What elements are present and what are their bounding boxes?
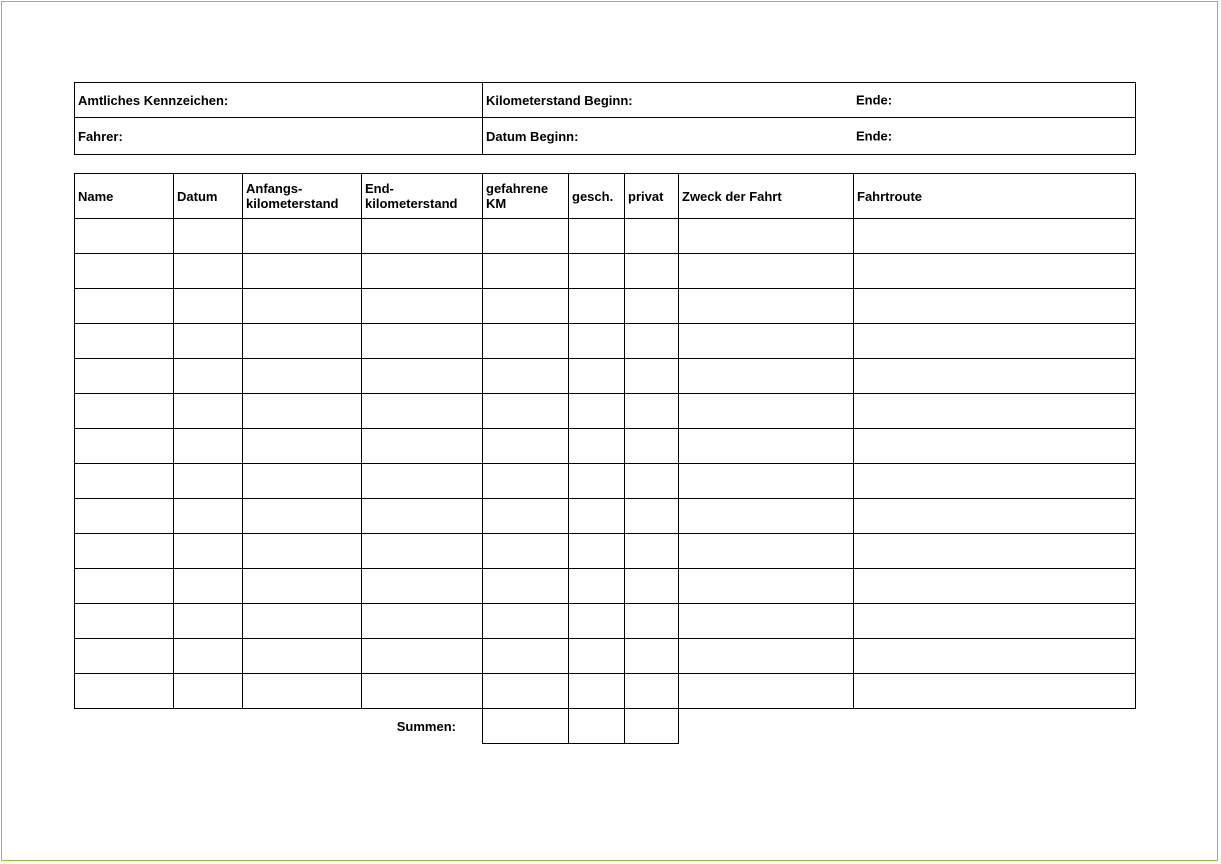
cell-anfangs-km[interactable] bbox=[243, 569, 362, 604]
cell-gefahrene-km[interactable] bbox=[483, 499, 569, 534]
cell-zweck[interactable] bbox=[679, 534, 854, 569]
cell-zweck[interactable] bbox=[679, 324, 854, 359]
cell-gefahrene-km[interactable] bbox=[483, 394, 569, 429]
km-beginn-label: Kilometerstand Beginn: bbox=[486, 92, 633, 108]
cell-gefahrene-km[interactable] bbox=[483, 534, 569, 569]
cell-fahrtroute[interactable] bbox=[854, 534, 1136, 569]
cell-gefahrene-km[interactable] bbox=[483, 604, 569, 639]
cell-name[interactable] bbox=[75, 534, 174, 569]
cell-zweck[interactable] bbox=[679, 289, 854, 324]
cell-name[interactable] bbox=[75, 429, 174, 464]
km-beginn-field[interactable] bbox=[483, 83, 1136, 118]
cell-gesch[interactable] bbox=[569, 324, 625, 359]
cell-datum[interactable] bbox=[174, 499, 243, 534]
table-row bbox=[75, 219, 1136, 254]
cell-privat[interactable] bbox=[625, 464, 679, 499]
cell-name[interactable] bbox=[75, 674, 174, 709]
cell-name[interactable] bbox=[75, 639, 174, 674]
cell-datum[interactable] bbox=[174, 429, 243, 464]
cell-end-km[interactable] bbox=[362, 534, 483, 569]
table-row bbox=[75, 394, 1136, 429]
datum-beginn-label: Datum Beginn: bbox=[486, 128, 579, 144]
cell-name[interactable] bbox=[75, 604, 174, 639]
cell-zweck[interactable] bbox=[679, 254, 854, 289]
cell-name[interactable] bbox=[75, 464, 174, 499]
cell-fahrtroute[interactable] bbox=[854, 324, 1136, 359]
cell-fahrtroute[interactable] bbox=[854, 499, 1136, 534]
cell-gesch[interactable] bbox=[569, 289, 625, 324]
sum-gesch[interactable] bbox=[569, 709, 625, 744]
column-header-gefahrene-km: gefahrene KM bbox=[483, 174, 569, 219]
cell-gesch[interactable] bbox=[569, 254, 625, 289]
cell-gesch[interactable] bbox=[569, 674, 625, 709]
cell-fahrtroute[interactable] bbox=[854, 359, 1136, 394]
table-row bbox=[75, 499, 1136, 534]
cell-gefahrene-km[interactable] bbox=[483, 464, 569, 499]
cell-name[interactable] bbox=[75, 219, 174, 254]
cell-anfangs-km[interactable] bbox=[243, 604, 362, 639]
cell-gesch[interactable] bbox=[569, 499, 625, 534]
cell-zweck[interactable] bbox=[679, 639, 854, 674]
cell-anfangs-km[interactable] bbox=[243, 534, 362, 569]
table-row bbox=[75, 289, 1136, 324]
column-header-privat: privat bbox=[625, 174, 679, 219]
cell-gesch[interactable] bbox=[569, 604, 625, 639]
cell-end-km[interactable] bbox=[362, 499, 483, 534]
cell-anfangs-km[interactable] bbox=[243, 289, 362, 324]
cell-anfangs-km[interactable] bbox=[243, 219, 362, 254]
cell-end-km[interactable] bbox=[362, 464, 483, 499]
cell-datum[interactable] bbox=[174, 569, 243, 604]
cell-fahrtroute[interactable] bbox=[854, 289, 1136, 324]
cell-anfangs-km[interactable] bbox=[243, 499, 362, 534]
table-row bbox=[75, 359, 1136, 394]
cell-privat[interactable] bbox=[625, 604, 679, 639]
cell-end-km[interactable] bbox=[362, 429, 483, 464]
cell-name[interactable] bbox=[75, 569, 174, 604]
cell-fahrtroute[interactable] bbox=[854, 639, 1136, 674]
table-row bbox=[75, 639, 1136, 674]
cell-gesch[interactable] bbox=[569, 429, 625, 464]
fahrer-label: Fahrer: bbox=[78, 128, 123, 144]
cell-gesch[interactable] bbox=[569, 394, 625, 429]
cell-datum[interactable] bbox=[174, 674, 243, 709]
cell-end-km[interactable] bbox=[362, 219, 483, 254]
table-row bbox=[75, 604, 1136, 639]
trip-log-table bbox=[74, 173, 1136, 744]
column-header-anfangs-km: Anfangs- kilometerstand bbox=[243, 174, 362, 219]
cell-end-km[interactable] bbox=[362, 569, 483, 604]
cell-privat[interactable] bbox=[625, 359, 679, 394]
cell-datum[interactable] bbox=[174, 534, 243, 569]
column-header-row bbox=[75, 174, 1136, 219]
table-row bbox=[75, 569, 1136, 604]
cell-anfangs-km[interactable] bbox=[243, 359, 362, 394]
cell-gefahrene-km[interactable] bbox=[483, 639, 569, 674]
sum-label: Summen: bbox=[396, 718, 456, 734]
column-header-name: Name bbox=[75, 174, 174, 219]
cell-zweck[interactable] bbox=[679, 219, 854, 254]
column-header-end-km: End- kilometerstand bbox=[362, 174, 483, 219]
cell-privat[interactable] bbox=[625, 429, 679, 464]
table-row bbox=[75, 534, 1136, 569]
km-ende-label: Ende: bbox=[856, 92, 893, 108]
table-row bbox=[75, 674, 1136, 709]
cell-fahrtroute[interactable] bbox=[854, 674, 1136, 709]
kennzeichen-field[interactable] bbox=[75, 83, 483, 118]
cell-gefahrene-km[interactable] bbox=[483, 569, 569, 604]
cell-end-km[interactable] bbox=[362, 674, 483, 709]
cell-datum[interactable] bbox=[174, 324, 243, 359]
cell-anfangs-km[interactable] bbox=[243, 254, 362, 289]
table-row bbox=[75, 429, 1136, 464]
cell-datum[interactable] bbox=[174, 289, 243, 324]
vehicle-header-table bbox=[74, 82, 1136, 155]
cell-datum[interactable] bbox=[174, 639, 243, 674]
cell-zweck[interactable] bbox=[679, 429, 854, 464]
cell-datum[interactable] bbox=[174, 219, 243, 254]
cell-end-km[interactable] bbox=[362, 359, 483, 394]
cell-gesch[interactable] bbox=[569, 359, 625, 394]
header-row-fahrer bbox=[75, 118, 1136, 155]
cell-gesch[interactable] bbox=[569, 219, 625, 254]
cell-privat[interactable] bbox=[625, 534, 679, 569]
cell-fahrtroute[interactable] bbox=[854, 604, 1136, 639]
cell-end-km[interactable] bbox=[362, 289, 483, 324]
datum-ende-label: Ende: bbox=[856, 128, 893, 144]
table-row bbox=[75, 254, 1136, 289]
cell-end-km[interactable] bbox=[362, 639, 483, 674]
cell-fahrtroute[interactable] bbox=[854, 219, 1136, 254]
cell-gefahrene-km[interactable] bbox=[483, 359, 569, 394]
cell-end-km[interactable] bbox=[362, 324, 483, 359]
column-header-datum: Datum bbox=[174, 174, 243, 219]
cell-privat[interactable] bbox=[625, 674, 679, 709]
cell-privat[interactable] bbox=[625, 569, 679, 604]
cell-gesch[interactable] bbox=[569, 569, 625, 604]
datum-beginn-field[interactable] bbox=[483, 118, 1136, 155]
cell-fahrtroute[interactable] bbox=[854, 429, 1136, 464]
cell-gesch[interactable] bbox=[569, 534, 625, 569]
cell-anfangs-km[interactable] bbox=[243, 324, 362, 359]
cell-gefahrene-km[interactable] bbox=[483, 289, 569, 324]
header-row-kennzeichen bbox=[75, 83, 1136, 118]
table-row bbox=[75, 324, 1136, 359]
cell-datum[interactable] bbox=[174, 359, 243, 394]
cell-anfangs-km[interactable] bbox=[243, 464, 362, 499]
cell-fahrtroute[interactable] bbox=[854, 569, 1136, 604]
cell-gefahrene-km[interactable] bbox=[483, 674, 569, 709]
cell-privat[interactable] bbox=[625, 254, 679, 289]
cell-name[interactable] bbox=[75, 254, 174, 289]
column-header-zweck: Zweck der Fahrt bbox=[679, 174, 854, 219]
cell-privat[interactable] bbox=[625, 394, 679, 429]
cell-anfangs-km[interactable] bbox=[243, 394, 362, 429]
column-header-fahrtroute: Fahrtroute bbox=[854, 174, 1136, 219]
cell-anfangs-km[interactable] bbox=[243, 674, 362, 709]
sum-gefahrene-km[interactable] bbox=[483, 709, 569, 744]
cell-gesch[interactable] bbox=[569, 464, 625, 499]
table-row bbox=[75, 464, 1136, 499]
cell-zweck[interactable] bbox=[679, 394, 854, 429]
cell-name[interactable] bbox=[75, 359, 174, 394]
cell-privat[interactable] bbox=[625, 499, 679, 534]
cell-zweck[interactable] bbox=[679, 499, 854, 534]
cell-end-km[interactable] bbox=[362, 394, 483, 429]
sum-row bbox=[75, 709, 1136, 744]
cell-name[interactable] bbox=[75, 324, 174, 359]
cell-datum[interactable] bbox=[174, 464, 243, 499]
cell-name[interactable] bbox=[75, 394, 174, 429]
cell-zweck[interactable] bbox=[679, 674, 854, 709]
cell-fahrtroute[interactable] bbox=[854, 394, 1136, 429]
cell-privat[interactable] bbox=[625, 219, 679, 254]
cell-end-km[interactable] bbox=[362, 254, 483, 289]
cell-anfangs-km[interactable] bbox=[243, 429, 362, 464]
sum-privat[interactable] bbox=[625, 709, 679, 744]
cell-gefahrene-km[interactable] bbox=[483, 219, 569, 254]
column-header-gesch: gesch. bbox=[569, 174, 625, 219]
cell-gefahrene-km[interactable] bbox=[483, 324, 569, 359]
cell-name[interactable] bbox=[75, 499, 174, 534]
cell-gefahrene-km[interactable] bbox=[483, 254, 569, 289]
cell-privat[interactable] bbox=[625, 324, 679, 359]
cell-anfangs-km[interactable] bbox=[243, 639, 362, 674]
fahrer-field[interactable] bbox=[75, 118, 483, 155]
cell-zweck[interactable] bbox=[679, 569, 854, 604]
sum-row-filler bbox=[679, 709, 1136, 744]
cell-datum[interactable] bbox=[174, 604, 243, 639]
cell-gefahrene-km[interactable] bbox=[483, 429, 569, 464]
cell-fahrtroute[interactable] bbox=[854, 254, 1136, 289]
cell-zweck[interactable] bbox=[679, 359, 854, 394]
cell-name[interactable] bbox=[75, 289, 174, 324]
cell-end-km[interactable] bbox=[362, 604, 483, 639]
cell-privat[interactable] bbox=[625, 639, 679, 674]
kennzeichen-label: Amtliches Kennzeichen: bbox=[78, 92, 229, 108]
cell-datum[interactable] bbox=[174, 254, 243, 289]
cell-privat[interactable] bbox=[625, 289, 679, 324]
cell-fahrtroute[interactable] bbox=[854, 464, 1136, 499]
cell-datum[interactable] bbox=[174, 394, 243, 429]
cell-gesch[interactable] bbox=[569, 639, 625, 674]
cell-zweck[interactable] bbox=[679, 604, 854, 639]
cell-zweck[interactable] bbox=[679, 464, 854, 499]
